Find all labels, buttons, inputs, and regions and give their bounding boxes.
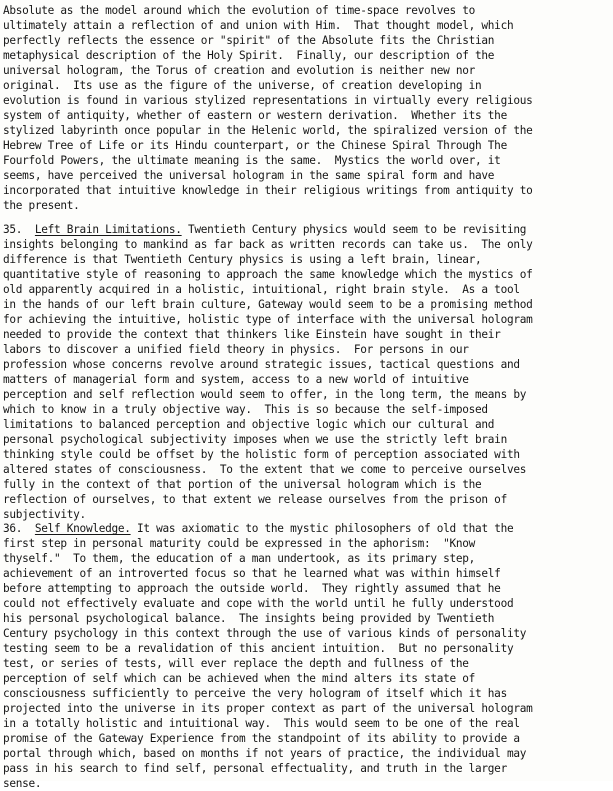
section-number: 36.: [3, 522, 23, 535]
text-line: labors to discover a unified field theory in physics. For persons in our: [3, 343, 469, 356]
text-line: could not effectively evaluate and cope with the world until he fully understood: [3, 597, 514, 610]
text-line: profession whose concerns revolve around strategic issues, tactical questions and: [3, 358, 520, 371]
text-line: quantitative style of reasoning to approach the same knowledge which the mystics of: [3, 268, 533, 281]
text-line: his personal psychological balance. The insights being provided by Twentieth: [3, 612, 495, 625]
text-line: metaphysical description of the Holy Spirit. Finally, our description of the: [3, 49, 495, 62]
text-line: difference is that Twentieth Century physics is using a left brain, linear,: [3, 253, 482, 266]
text-line: for achieving the intuitive, holistic type of interface with the universal hologram: [3, 313, 533, 326]
text-line: seems, have perceived the universal hologram in the same spiral form and have: [3, 169, 495, 182]
text-line: limitations to balanced perception and objective logic which our cultural and: [3, 418, 495, 431]
text-line: sense.: [3, 777, 42, 790]
text-line: pass in his search to find self, personal effectuality, and truth in the larger: [3, 762, 507, 775]
text-line: reflection of ourselves, to that extent we release ourselves from the prison of: [3, 493, 507, 506]
text-line: in the hands of our left brain culture, Gateway would seem to be a promising method: [3, 298, 533, 311]
text-line: evolution is found in various stylized representations in virtually every religious: [3, 94, 533, 107]
text-line: projected into the universe in its proper context as part of the universal hologram: [3, 702, 533, 715]
text-line: before attempting to approach the outside world. They rightly assumed that he: [3, 582, 501, 595]
section-heading: Self Knowledge.: [34, 522, 131, 535]
text-line: test, or series of tests, will ever replace the depth and fullness of the: [3, 657, 469, 670]
text-line: needed to provide the context that thinkers like Einstein have sought in their: [3, 328, 501, 341]
text-line: Fourfold Powers, the ultimate meaning is the same. Mystics the world over, it: [3, 154, 501, 167]
text-line: which to know in a truly objective way. This is so because the self-imposed: [3, 403, 488, 416]
text-line: personal psychological subjectivity imposes when we use the strictly left brain: [3, 433, 507, 446]
section-first-line: It was axiomatic to the mystic philosophers of old that the: [130, 522, 514, 535]
text-line: first step in personal maturity could be expressed in the aphorism: "Know: [3, 537, 476, 550]
text-line: subjectivity.: [3, 508, 86, 521]
text-line: fully in the context of that portion of the universal hologram which is the: [3, 478, 482, 491]
text-line: original. Its use as the figure of the universe, of creation developing in: [3, 79, 482, 92]
text-line: matters of managerial form and system, access to a new world of intuitive: [3, 373, 469, 386]
text-line: perception and self reflection would seem to offer, in the long term, the means by: [3, 388, 527, 401]
text-line: perception of self which can be achieved when the mind alters its state of: [3, 672, 476, 685]
section-heading-line: [3, 521, 613, 536]
text-line: achievement of an introverted focus so that he learned what was within himself: [3, 567, 501, 580]
text-line: system of antiquity, whether of eastern or western derivation. Whether its the: [3, 109, 507, 122]
text-line: in a totally holistic and intuitional way. This would seem to be one of the real: [3, 717, 520, 730]
text-line: Century psychology in this context through the use of various kinds of personality: [3, 627, 527, 640]
text-line: consciousness sufficiently to perceive the very hologram of itself which it has: [3, 687, 507, 700]
text-line: thinking style could be offset by the holistic form of perception associated with: [3, 448, 520, 461]
text-line: universal hologram, the Torus of creation and evolution is neither new nor: [3, 64, 476, 77]
text-line: portal through which, based on months if not years of practice, the individual may: [3, 747, 527, 760]
section-number: 35.: [3, 223, 23, 236]
text-line: altered states of consciousness. To the extent that we come to perceive ourselves: [3, 463, 527, 476]
text-line: Absolute as the model around which the evolution of time-space revolves to: [3, 4, 476, 17]
text-line: insights belonging to mankind as far back as written records can take us. The only: [3, 238, 533, 251]
text-line: incorporated that intuitive knowledge in their religious writings from antiquity to: [3, 184, 533, 197]
text-line: promise of the Gateway Experience from the standpoint of its ability to provide a: [3, 732, 520, 745]
text-line: stylized labyrinth once popular in the Helenic world, the spiralized version of the: [3, 124, 533, 137]
text-line: ultimately attain a reflection of and union with Him. That thought model, which: [3, 19, 514, 32]
text-line: old apparently acquired in a holistic, intuitional, right brain style. As a tool: [3, 283, 520, 296]
section-heading: Left Brain Limitations.: [34, 223, 182, 236]
text-line: the present.: [3, 199, 80, 212]
text-line: thyself." To them, the education of a man undertook, as its primary step,: [3, 552, 476, 565]
text-line: perfectly reflects the essence or "spirit" of the Absolute fits the Christian: [3, 34, 495, 47]
section-heading-line: [3, 222, 613, 237]
text-line: Hebrew Tree of Life or its Hindu counterpart, or the Chinese Spiral Through The: [3, 139, 507, 152]
section-first-line: Twentieth Century physics would seem to be revisiting: [181, 223, 527, 236]
text-line: testing seem to be a revalidation of this ancient intuition. But no personality: [3, 642, 514, 655]
